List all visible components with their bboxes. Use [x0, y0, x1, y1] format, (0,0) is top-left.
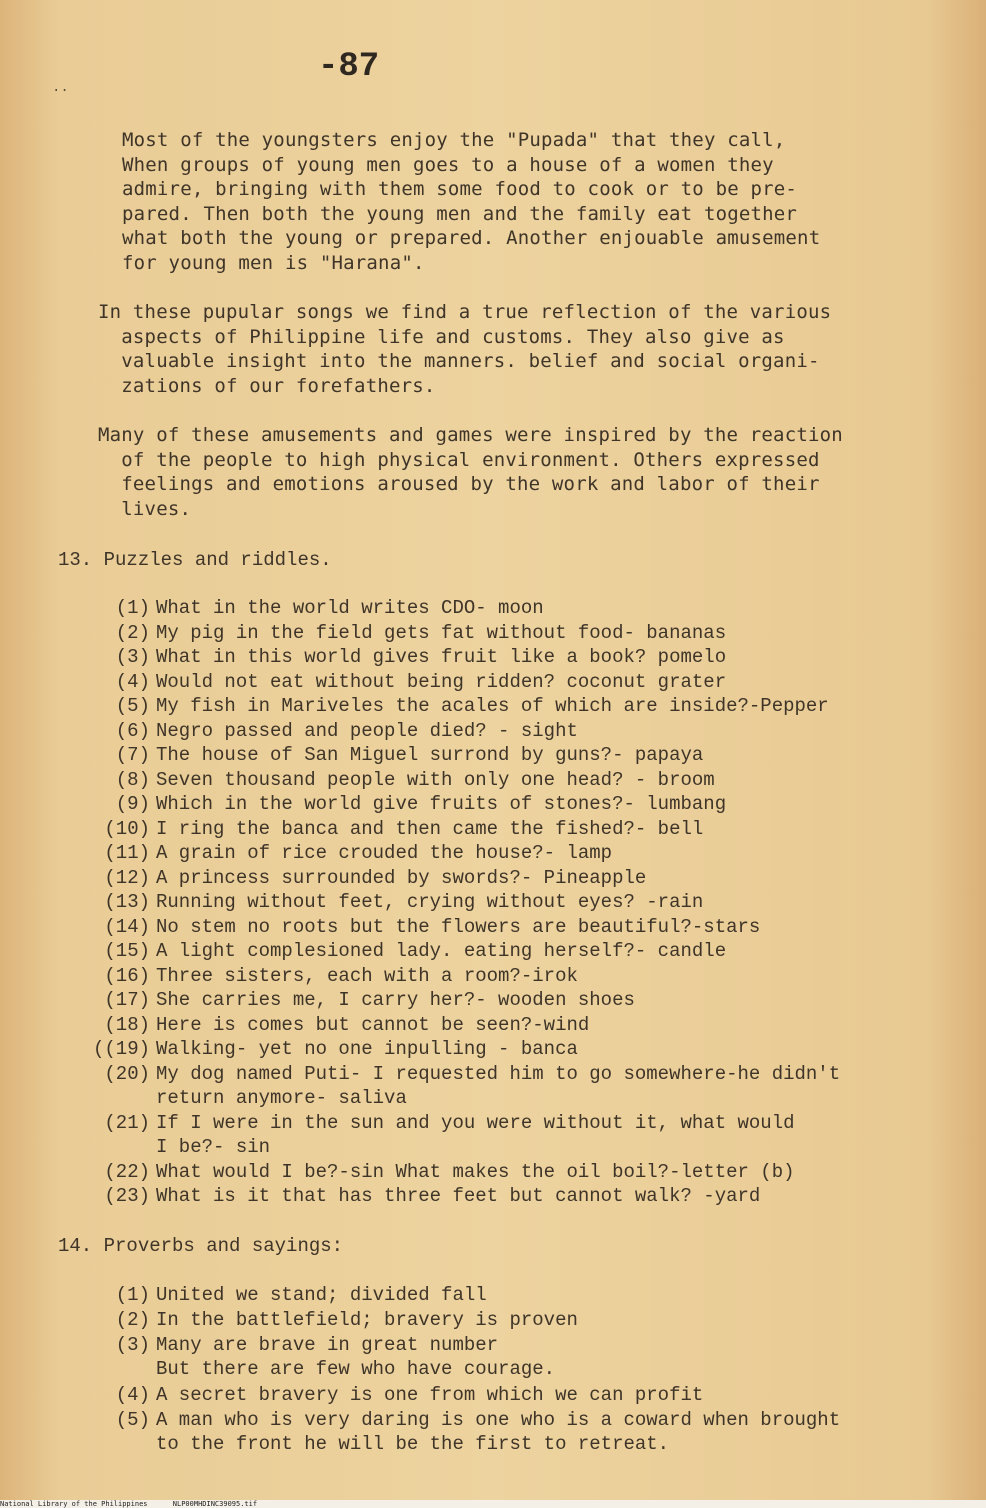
item-number: (12) [104, 866, 150, 889]
item-number: (5) [115, 695, 150, 717]
item-text: No stem no roots but the flowers are beautiful?-stars [156, 915, 761, 938]
item-text: United we stand; divided fall [156, 1284, 487, 1306]
item-text: A princess surrounded by swords?- Pineapple [156, 866, 647, 889]
item-text: Walking- yet no one inpulling - banca [156, 1038, 578, 1060]
item-number: (23) [104, 1185, 150, 1207]
item-text: Running without feet, crying without eyes? -rain [156, 891, 704, 913]
item-text: Many are brave in great number But there are few who have courage. [156, 1333, 556, 1381]
item-text: A grain of rice crouded the house?- lamp [156, 842, 613, 864]
item-number: (22) [104, 1160, 150, 1183]
item-text: In the battlefield; bravery is proven [156, 1308, 578, 1331]
page-number: -87 [318, 48, 380, 86]
item-number: (13) [104, 891, 150, 913]
item-number: (9) [115, 793, 150, 815]
item-text: My dog named Puti- I requested him to go somewhere-he didn't return anymore- saliva [156, 1062, 841, 1109]
item-number: (4) [115, 670, 150, 693]
item-number: (1) [115, 597, 150, 619]
item-number: (4) [115, 1383, 150, 1406]
item-text: My fish in Mariveles the acales of which are inside?-Pepper [156, 695, 829, 717]
paragraph-amusements: Many of these amusements and games were inspired by the reaction of the people to high physical environment. Others expressed feelings and emotions aroused by the work and labor of their lives. [98, 424, 843, 520]
item-number: (14) [104, 915, 150, 938]
item-number: (2) [115, 621, 150, 644]
item-text: I ring the banca and then came the fished?- bell [156, 817, 704, 840]
item-number: (11) [104, 842, 150, 864]
paragraph-pupada: Most of the youngsters enjoy the "Pupada" that they call, When groups of young men goes to a house of a women they admire, bringing with them some food to cook or to be pre- pared. Then both the young men and the family eat together what both the young or prepared. Another enjouable amusement for young men is "Harana". [122, 129, 821, 274]
item-number: (18) [104, 1013, 150, 1036]
item-text: Seven thousand people with only one head? - broom [156, 768, 715, 791]
item-number: (3) [115, 1333, 150, 1356]
item-number: (5) [115, 1408, 150, 1431]
item-number: (20) [104, 1062, 150, 1085]
item-text: Which in the world give fruits of stones?- lumbang [156, 793, 727, 815]
paragraph-songs: In these pupular songs we find a true reflection of the various aspects of Philippine life and customs. They also give as valuable insight into the manners. belief and social organi- zations of our forefathers. [98, 301, 832, 397]
item-number: (8) [115, 768, 150, 791]
item-number: (17) [104, 989, 150, 1011]
item-text: My pig in the field gets fat without food- bananas [156, 621, 727, 644]
item-number: (6) [115, 719, 150, 742]
item-text: A light complesioned lady. eating herself?- candle [156, 940, 727, 962]
item-number: (2) [115, 1308, 150, 1331]
item-text: Would not eat without being ridden? coconut grater [156, 670, 727, 693]
item-text: What in this world gives fruit like a book? pomelo [156, 646, 727, 668]
section-13-heading: 13. Puzzles and riddles. [58, 549, 332, 571]
item-text: The house of San Miguel surrond by guns?- papaya [156, 744, 704, 766]
item-text: What in the world writes CDO- moon [156, 597, 544, 619]
item-text: What is it that has three feet but cannot walk? -yard [156, 1185, 761, 1207]
item-text: Negro passed and people died? - sight [156, 719, 578, 742]
item-text: Three sisters, each with a room?-irok [156, 964, 578, 987]
item-text: If I were in the sun and you were without it, what would I be?- sin [156, 1111, 795, 1158]
margin-mark: .. [52, 80, 69, 96]
section-14-heading: 14. Proverbs and sayings: [58, 1235, 344, 1257]
scan-footer: National Library of the Philippines NLP00MHDINC39095.tif [0, 1500, 986, 1508]
item-text: She carries me, I carry her?- wooden shoes [156, 989, 635, 1011]
item-text: A man who is very daring is one who is a coward when brought to the front he will be the first to retreat. [156, 1408, 841, 1455]
item-number: (1) [115, 1284, 150, 1306]
item-text: What would I be?-sin What makes the oil boil?-letter (b) [156, 1160, 795, 1183]
item-number: (10) [104, 817, 150, 840]
item-number: (16) [104, 964, 150, 987]
item-number: ((19) [92, 1038, 150, 1060]
item-number: (3) [115, 646, 150, 668]
item-text: A secret bravery is one from which we can profit [156, 1383, 704, 1406]
item-number: (15) [104, 940, 150, 962]
item-number: (7) [115, 744, 150, 766]
item-number: (21) [104, 1111, 150, 1134]
item-text: Here is comes but cannot be seen?-wind [156, 1013, 590, 1036]
